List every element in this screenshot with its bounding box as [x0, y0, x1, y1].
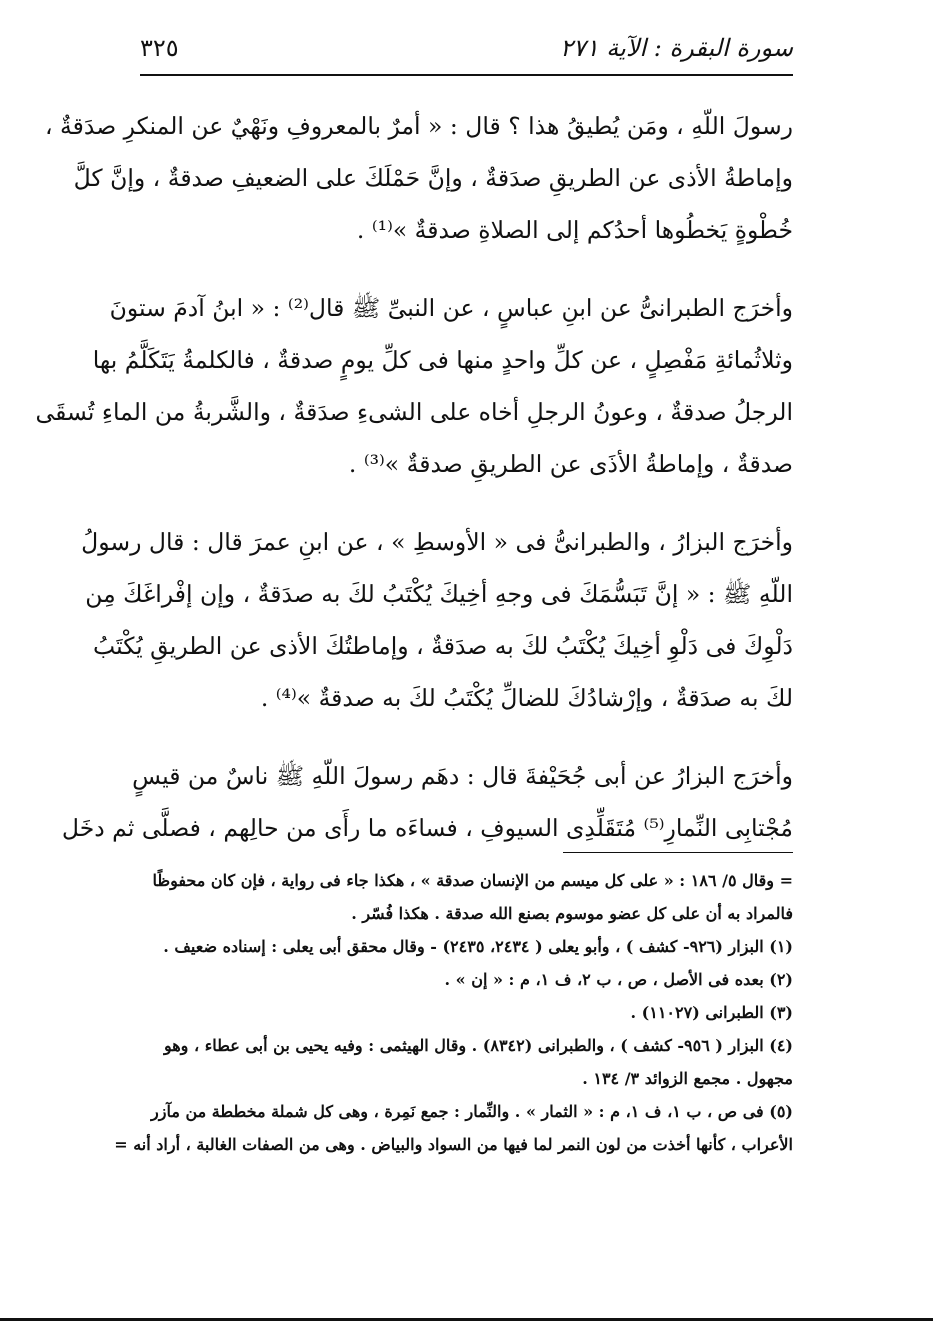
text-line: لكَ به صدَقةٌ ، وإرْشادُكَ للضالِّ يُكْتَبُ لكَ به صدقةٌ »⁽⁴⁾ . [260, 684, 793, 712]
text-line: وإماطةُ الأذى عن الطريقِ صدَقةٌ ، وإنَّ حَمْلَكَ على الضعيفِ صدقةٌ ، وإنَّ كلَّ [73, 164, 793, 192]
text-line: اللّهِ ﷺ : « إنَّ تَبَسُّمَكَ فى وجهِ أخِيكَ يُكْتَبُ لكَ به صدَقةٌ ، وإن إفْراغَكَ مِن [85, 580, 793, 608]
footnote-separator [563, 852, 793, 853]
footnote-line: = وقال ٥/ ١٨٦ : « على كل ميسم من الإنسان صدقة » ، هكذا جاء فى رواية ، فإن كان محفوظًا [152, 871, 793, 890]
footnote-line: (١) البزار (٩٢٦- كشف ) ، وأبو يعلى ( ٢٤٣٤، ٢٤٣٥) - وقال محقق أبى يعلى : إسناده ضعيف . [163, 937, 793, 956]
paragraph-1 [44, 100, 793, 256]
text-line: مُجْتابِى النِّمارِ⁽⁵⁾ مُتَقَلِّدِى السيوفِ ، فساءَه ما رأَى من حالِهم ، فصلَّى ثم دخَل [61, 814, 793, 842]
text-line: وأخرَج البزارُ عن أبى جُحَيْفةَ قال : دهَم رسولَ اللّهِ ﷺ ناسٌ من قيسٍ [132, 762, 793, 790]
text-line: الرجلُ صدقةٌ ، وعونُ الرجلِ أخاه على الشىءِ صدَقةٌ ، والشَّربةُ من الماءِ تُسقَى [35, 398, 793, 426]
text-line: خُطْوةٍ يَخطُوها أحدُكم إلى الصلاةِ صدقةٌ »⁽¹⁾ . [356, 216, 793, 244]
footnote-line: (٣) الطبرانى (١١٠٢٧) . [630, 1003, 793, 1022]
main-text [35, 100, 793, 880]
running-title: سورة البقرة : الآية ٢٧١ [559, 34, 793, 62]
scan-bottom-edge [0, 1318, 933, 1321]
paragraph-3 [81, 516, 793, 724]
text-line: رسولَ اللّهِ ، ومَن يُطيقُ هذا ؟ قال : « أمرٌ بالمعروفِ ونَهْيٌ عن المنكرِ صدَقةٌ ، [44, 112, 793, 140]
paragraph-4 [61, 750, 793, 854]
footnote-line: (٤) البزار ( ٩٥٦- كشف ) ، والطبرانى (٨٣٤٢) . وقال الهيثمى : وفيه يحيى بن أبى عطاء ، وهو [163, 1036, 793, 1055]
text-line: دَلْوِكَ فى دَلْوِ أخِيكَ يُكْتَبُ لكَ به صدَقةٌ ، وإماطتُكَ الأذى عن الطريقِ يُكْتَبُ [93, 632, 793, 660]
footnote-line: فالمراد به أن على كل عضو موسوم بصنع الله صدقة . هكذا فُسّر . [351, 904, 793, 923]
text-line: وثلاثُمائةِ مَفْصِلٍ ، عن كلِّ واحدٍ منها فى كلِّ يومٍ صدقةٌ ، فالكلمةُ يَتَكَلَّمُ بها [92, 346, 793, 374]
header-rule [140, 74, 793, 76]
paragraph-2 [35, 282, 793, 490]
page-header [140, 28, 793, 68]
footnote-line: مجهول . مجمع الزوائد ٣/ ١٣٤ . [582, 1069, 793, 1088]
footnote-line: (٥) فى ص ، ب ١، ف ١، م : « الثمار » . والنِّمار : جمع نَمِرة ، وهى كل شملة مخططة من مآزر [151, 1102, 793, 1121]
text-line: وأخرَج الطبرانىُّ عن ابنِ عباسٍ ، عن النبىِّ ﷺ قال⁽²⁾ : « ابنُ آدمَ ستونَ [109, 294, 793, 322]
footnotes [114, 864, 793, 1161]
text-line: وأخرَج البزارُ ، والطبرانىُّ فى « الأوسطِ » ، عن ابنِ عمرَ قال : قال رسولُ [81, 528, 793, 556]
footnote-line: (٢) بعده فى الأصل ، ص ، ب ٢، ف ١، م : « إن » . [444, 970, 793, 989]
page-number: ٣٢٥ [140, 34, 179, 62]
text-line: صدقةٌ ، وإماطةُ الأذَى عن الطريقِ صدقةٌ »⁽³⁾ . [348, 450, 793, 478]
footnote-line: الأعراب ، كأنها أخذت من لون النمر لما فيها من السواد والبياض . وهى من الصفات الغالبة ، أراد أنه = [114, 1135, 793, 1154]
